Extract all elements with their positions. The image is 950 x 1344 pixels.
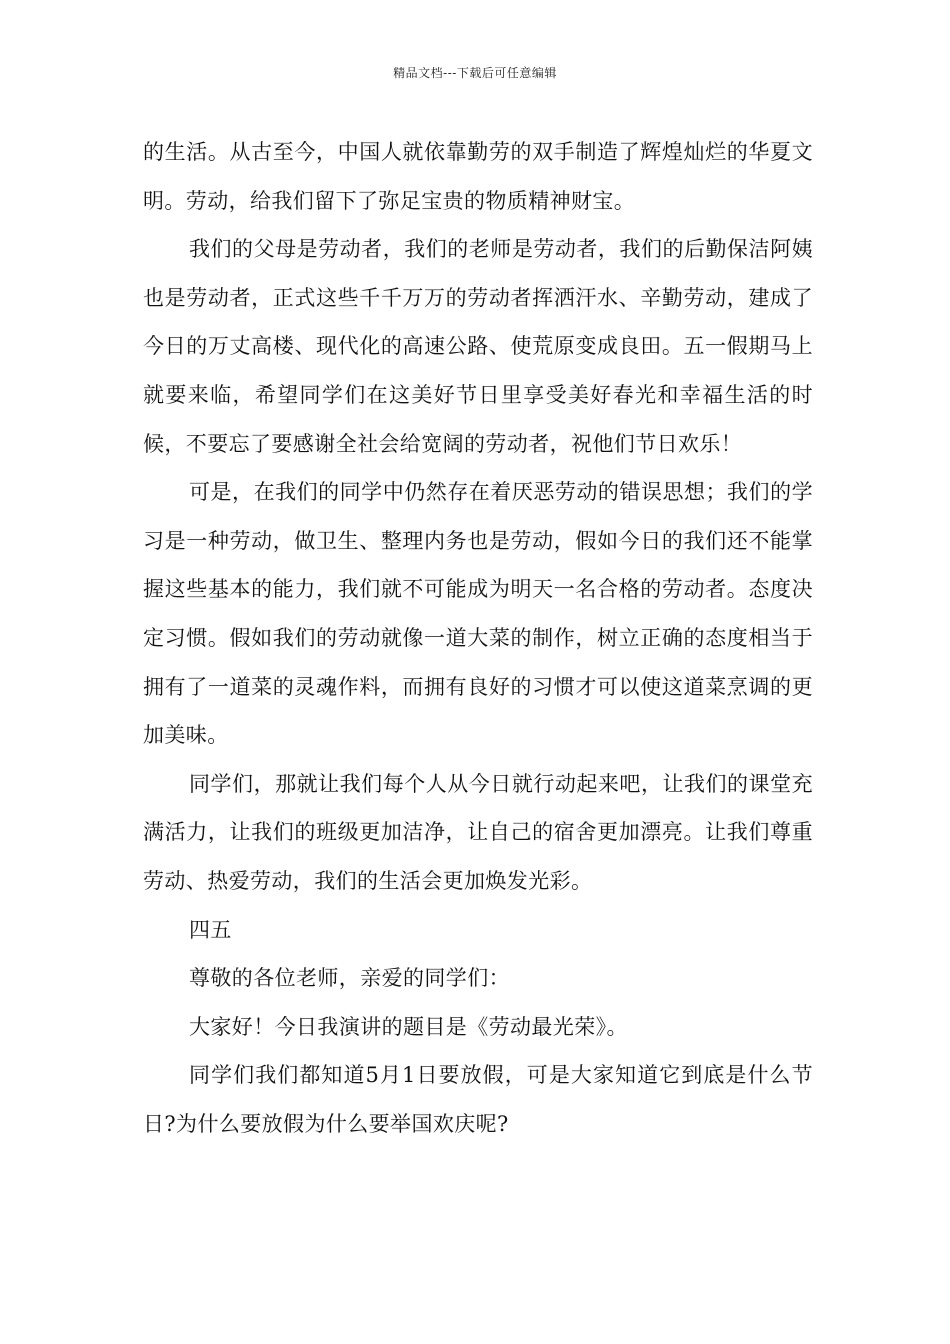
page-header: 精品文档---下载后可任意编辑 — [393, 66, 557, 80]
paragraph: 同学们，那就让我们每个人从今日就行动起来吧，让我们的课堂充满活力，让我们的班级更加洁净，让自己的宿舍更加漂亮。让我们尊重劳动、热爱劳动，我们的生活会更加焕发光彩。 — [143, 771, 813, 893]
salutation: 尊敬的各位老师，亲爱的同学们： — [189, 966, 510, 991]
greeting: 大家好！今日我演讲的题目是《劳动最光荣》。 — [189, 1014, 628, 1039]
section-number: 四五 — [189, 917, 232, 942]
paragraph: 同学们我们都知道5月1日要放假，可是大家知道它到底是什么节日?为什么要放假为什么要举国欢庆呢? — [143, 1063, 813, 1136]
paragraph: 可是，在我们的同学中仍然存在着厌恶劳动的错误思想；我们的学习是一种劳动，做卫生、整理内务也是劳动，假如今日的我们还不能掌握这些基本的能力，我们就不可能成为明天一名合格的劳动者。态度决定习惯。假如我们的劳动就像一道大菜的制作，树立正确的态度相当于拥有了一道菜的灵魂作料，而拥有良好的习惯才可以使这道菜烹调的更加美味。 — [143, 480, 813, 748]
paragraph: 的生活。从古至今，中国人就依靠勤劳的双手制造了辉煌灿烂的华夏文明。劳动，给我们留下了弥足宝贵的物质精神财宝。 — [143, 140, 813, 213]
document-body — [143, 128, 813, 1148]
paragraph: 我们的父母是劳动者，我们的老师是劳动者，我们的后勤保洁阿姨也是劳动者，正式这些千千万万的劳动者挥洒汗水、辛勤劳动，建成了今日的万丈高楼、现代化的高速公路、使荒原变成良田。五一假期马上就要来临，希望同学们在这美好节日里享受美好春光和幸福生活的时候，不要忘了要感谢全社会给宽阔的劳动者，祝他们节日欢乐！ — [143, 237, 813, 456]
